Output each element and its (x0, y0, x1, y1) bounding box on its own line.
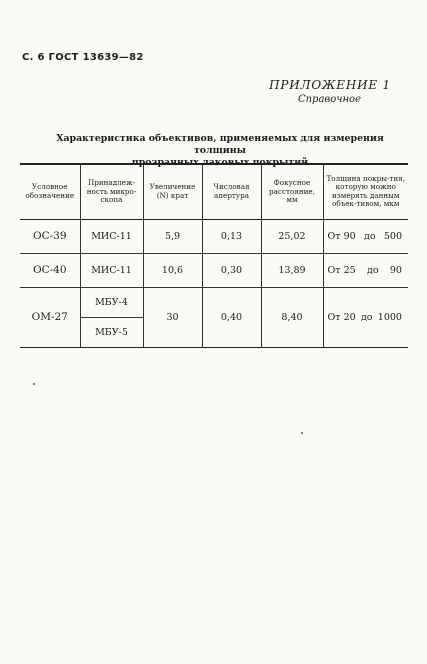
appendix-title: ПРИЛОЖЕНИЕ 1 (269, 78, 391, 92)
table-row (20, 219, 408, 253)
cell-microscope: МИС-11 (80, 219, 143, 253)
col-header-magnification: Увеличение (N) крат (143, 164, 202, 219)
cell-microscope: МИС-11 (80, 253, 143, 287)
range-end: 90 (389, 264, 402, 276)
col-header-aperture: Числовая апертура (202, 164, 261, 219)
cell-microscope: МБУ-4 (80, 287, 143, 317)
cell-magnification: 30 (143, 287, 202, 347)
cell-magnification: 5,9 (143, 219, 202, 253)
range-end: 1000 (377, 311, 402, 323)
range-to: до (360, 311, 373, 323)
range-from: От 90 (327, 230, 356, 242)
col-header-microscope: Принадлеж-ность микро-скопа (80, 164, 143, 219)
range-end: 500 (383, 230, 402, 242)
table-caption-line2: прозрачных лаковых покрытий (131, 157, 309, 168)
table-caption-line1: Характеристика объективов, применяемых для измерения толщины (56, 133, 384, 156)
col-header-thickness-range: Толщина покры-тия, которую можно измерять данным объек-тивом, мкм (323, 164, 408, 219)
objectives-table (20, 163, 408, 348)
table-row (20, 253, 408, 287)
col-header-focal-length: Фокусное расстояние, мм (261, 164, 323, 219)
cell-designation: ОМ-27 (20, 287, 80, 347)
range-to: до (366, 264, 379, 276)
cell-designation: ОС-39 (20, 219, 80, 253)
cell-microscope: МБУ-5 (80, 317, 143, 347)
cell-thickness-range (323, 253, 408, 287)
table-row (20, 287, 408, 317)
cell-thickness-range (323, 219, 408, 253)
cell-focal-length: 13,89 (261, 253, 323, 287)
table-header-row (20, 164, 408, 219)
cell-aperture: 0,40 (202, 287, 261, 347)
cell-designation: ОС-40 (20, 253, 80, 287)
range-from: От 25 (327, 264, 356, 276)
cell-aperture: 0,30 (202, 253, 261, 287)
page-header: С. 6 ГОСТ 13639—82 (22, 52, 144, 63)
cell-focal-length: 8,40 (261, 287, 323, 347)
speck-mark (301, 432, 303, 434)
range-from: От 20 (327, 311, 356, 323)
cell-magnification: 10,6 (143, 253, 202, 287)
cell-aperture: 0,13 (202, 219, 261, 253)
cell-thickness-range (323, 287, 408, 347)
col-header-designation: Условное обозначение (20, 164, 80, 219)
speck-mark (33, 383, 35, 385)
appendix-subtitle: Справочное (297, 94, 361, 105)
cell-focal-length: 25,02 (261, 219, 323, 253)
range-to: до (363, 230, 376, 242)
